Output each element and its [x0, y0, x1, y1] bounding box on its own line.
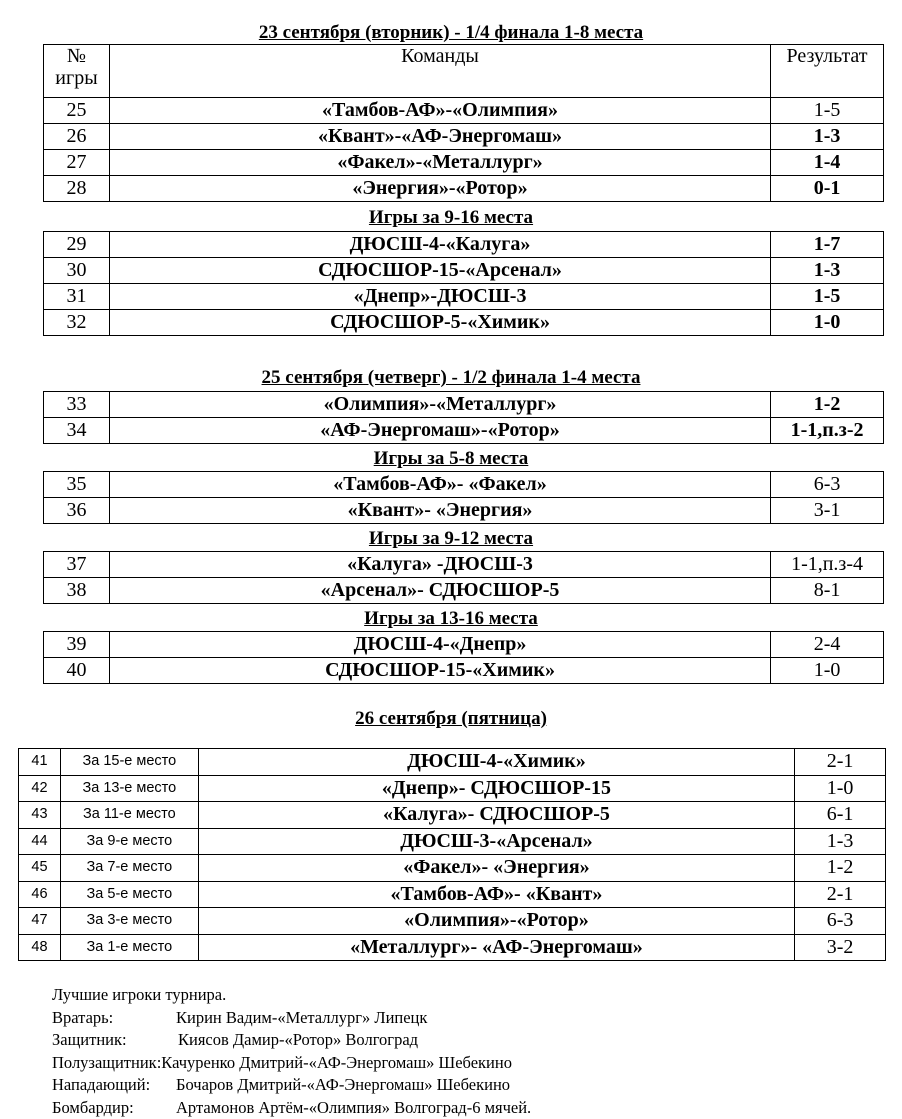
game-result: 1-0 — [771, 310, 884, 336]
table-13-16 — [43, 631, 884, 684]
header-result: Результат — [771, 45, 884, 98]
table-row — [44, 284, 884, 310]
game-number: 47 — [19, 908, 61, 935]
game-number: 31 — [44, 284, 110, 310]
game-result: 3-2 — [795, 934, 886, 961]
game-teams: «Тамбов-АФ»-«Олимпия» — [109, 98, 770, 124]
player-name: Артамонов Артём-«Олимпия» Волгоград-6 мячей. — [176, 1098, 531, 1117]
table-row — [19, 775, 886, 802]
table-5-8 — [43, 471, 884, 524]
table-row — [44, 392, 884, 418]
game-result: 1-2 — [771, 392, 884, 418]
game-number: 37 — [44, 552, 110, 578]
game-result: 1-5 — [771, 284, 884, 310]
table-row — [19, 908, 886, 935]
game-number: 27 — [44, 150, 110, 176]
game-teams: «Энергия»-«Ротор» — [109, 176, 770, 202]
player-row — [52, 1029, 531, 1052]
best-players — [52, 984, 531, 1119]
game-teams: «Тамбов-АФ»- «Факел» — [109, 472, 770, 498]
table-semifinals — [43, 391, 884, 444]
subsection-5-8: Игры за 5-8 места — [0, 448, 902, 470]
game-teams: «Днепр»- СДЮСШОР-15 — [198, 775, 794, 802]
table-row — [44, 658, 884, 684]
section-title-sep25: 25 сентября (четверг) - 1/2 финала 1-4 места — [0, 367, 902, 389]
game-place: За 9-е место — [60, 828, 198, 855]
game-place: За 15-е место — [60, 749, 198, 776]
table-row — [19, 749, 886, 776]
game-result: 6-3 — [771, 472, 884, 498]
game-result: 2-4 — [771, 632, 884, 658]
game-place: За 11-е место — [60, 802, 198, 829]
game-number: 46 — [19, 881, 61, 908]
game-number: 39 — [44, 632, 110, 658]
player-role: Вратарь: — [52, 1007, 176, 1030]
game-teams: «Тамбов-АФ»- «Квант» — [198, 881, 794, 908]
game-place: За 1-е место — [60, 934, 198, 961]
game-place: За 5-е место — [60, 881, 198, 908]
game-number: 32 — [44, 310, 110, 336]
game-number: 40 — [44, 658, 110, 684]
table-row — [44, 124, 884, 150]
game-number: 45 — [19, 855, 61, 882]
game-result: 6-3 — [795, 908, 886, 935]
player-row — [52, 1074, 531, 1097]
game-place: За 3-е место — [60, 908, 198, 935]
game-teams: «АФ-Энергомаш»-«Ротор» — [109, 418, 770, 444]
game-number: 26 — [44, 124, 110, 150]
game-number: 42 — [19, 775, 61, 802]
game-result: 1-7 — [771, 232, 884, 258]
player-role: Бомбардир: — [52, 1097, 176, 1119]
table-row — [44, 552, 884, 578]
game-number: 41 — [19, 749, 61, 776]
game-result: 2-1 — [795, 881, 886, 908]
table-row — [44, 498, 884, 524]
table-row — [19, 855, 886, 882]
player-role: Защитник: — [52, 1029, 178, 1052]
player-role: Полузащитник: — [52, 1052, 161, 1075]
game-number: 48 — [19, 934, 61, 961]
game-teams: «Металлург»- «АФ-Энергомаш» — [198, 934, 794, 961]
table-row — [44, 258, 884, 284]
header-num: № игры — [44, 45, 110, 98]
s1-rows — [44, 98, 884, 202]
game-result: 6-1 — [795, 802, 886, 829]
game-result: 1-3 — [771, 258, 884, 284]
game-teams: ДЮСШ-4-«Химик» — [198, 749, 794, 776]
table-9-16 — [43, 231, 884, 336]
table-row — [44, 176, 884, 202]
game-teams: «Калуга»- СДЮСШОР-5 — [198, 802, 794, 829]
game-number: 35 — [44, 472, 110, 498]
game-number: 36 — [44, 498, 110, 524]
game-result: 1-1,п.з-2 — [771, 418, 884, 444]
game-number: 28 — [44, 176, 110, 202]
best-players-list — [52, 1007, 531, 1119]
game-number: 25 — [44, 98, 110, 124]
player-name: Кирин Вадим-«Металлург» Липецк — [176, 1008, 427, 1027]
game-result: 3-1 — [771, 498, 884, 524]
game-number: 30 — [44, 258, 110, 284]
game-result: 2-1 — [795, 749, 886, 776]
game-teams: «Олимпия»-«Металлург» — [109, 392, 770, 418]
game-teams: «Калуга» -ДЮСШ-3 — [109, 552, 770, 578]
player-role: Нападающий: — [52, 1074, 176, 1097]
player-name: Качуренко Дмитрий-«АФ-Энергомаш» Шебекино — [161, 1053, 512, 1072]
game-number: 43 — [19, 802, 61, 829]
game-teams: ДЮСШ-4-«Калуга» — [109, 232, 770, 258]
table-row — [44, 310, 884, 336]
table-9-12 — [43, 551, 884, 604]
table-row — [19, 934, 886, 961]
game-teams: «Арсенал»- СДЮСШОР-5 — [109, 578, 770, 604]
table-row — [44, 232, 884, 258]
best-players-heading: Лучшие игроки турнира. — [52, 984, 531, 1007]
game-teams: ДЮСШ-4-«Днепр» — [109, 632, 770, 658]
table-header-row — [44, 45, 884, 98]
game-teams: СДЮСШОР-15-«Арсенал» — [109, 258, 770, 284]
table-row — [44, 578, 884, 604]
table-row — [19, 828, 886, 855]
table-row — [19, 802, 886, 829]
game-teams: «Факел»- «Энергия» — [198, 855, 794, 882]
game-result: 8-1 — [771, 578, 884, 604]
section-title-sep23: 23 сентября (вторник) - 1/4 финала 1-8 места — [0, 22, 902, 44]
game-teams: СДЮСШОР-5-«Химик» — [109, 310, 770, 336]
table-row — [44, 418, 884, 444]
table-row — [44, 98, 884, 124]
section-title-sep26: 26 сентября (пятница) — [0, 708, 902, 730]
game-number: 34 — [44, 418, 110, 444]
player-row — [52, 1052, 531, 1075]
game-result: 1-3 — [795, 828, 886, 855]
game-result: 0-1 — [771, 176, 884, 202]
game-number: 29 — [44, 232, 110, 258]
table-quarterfinals — [43, 44, 884, 202]
subsection-9-16: Игры за 9-16 места — [0, 207, 902, 229]
game-number: 33 — [44, 392, 110, 418]
player-row — [52, 1007, 531, 1030]
game-teams: «Олимпия»-«Ротор» — [198, 908, 794, 935]
player-row — [52, 1097, 531, 1119]
subsection-13-16: Игры за 13-16 места — [0, 608, 902, 630]
game-teams: «Факел»-«Металлург» — [109, 150, 770, 176]
game-result: 1-2 — [795, 855, 886, 882]
game-place: За 13-е место — [60, 775, 198, 802]
table-finals — [18, 748, 886, 961]
game-teams: «Днепр»-ДЮСШ-3 — [109, 284, 770, 310]
game-place: За 7-е место — [60, 855, 198, 882]
player-name: Киясов Дамир-«Ротор» Волгоград — [178, 1030, 418, 1049]
game-result: 1-5 — [771, 98, 884, 124]
game-number: 44 — [19, 828, 61, 855]
header-teams: Команды — [109, 45, 770, 98]
game-teams: «Квант»-«АФ-Энергомаш» — [109, 124, 770, 150]
game-number: 38 — [44, 578, 110, 604]
game-teams: «Квант»- «Энергия» — [109, 498, 770, 524]
table-row — [19, 881, 886, 908]
game-teams: ДЮСШ-3-«Арсенал» — [198, 828, 794, 855]
table-row — [44, 150, 884, 176]
game-result: 1-0 — [795, 775, 886, 802]
subsection-9-12: Игры за 9-12 места — [0, 528, 902, 550]
game-result: 1-0 — [771, 658, 884, 684]
game-result: 1-1,п.з-4 — [771, 552, 884, 578]
player-name: Бочаров Дмитрий-«АФ-Энергомаш» Шебекино — [176, 1075, 510, 1094]
table-row — [44, 632, 884, 658]
game-result: 1-4 — [771, 150, 884, 176]
game-teams: СДЮСШОР-15-«Химик» — [109, 658, 770, 684]
game-result: 1-3 — [771, 124, 884, 150]
table-row — [44, 472, 884, 498]
